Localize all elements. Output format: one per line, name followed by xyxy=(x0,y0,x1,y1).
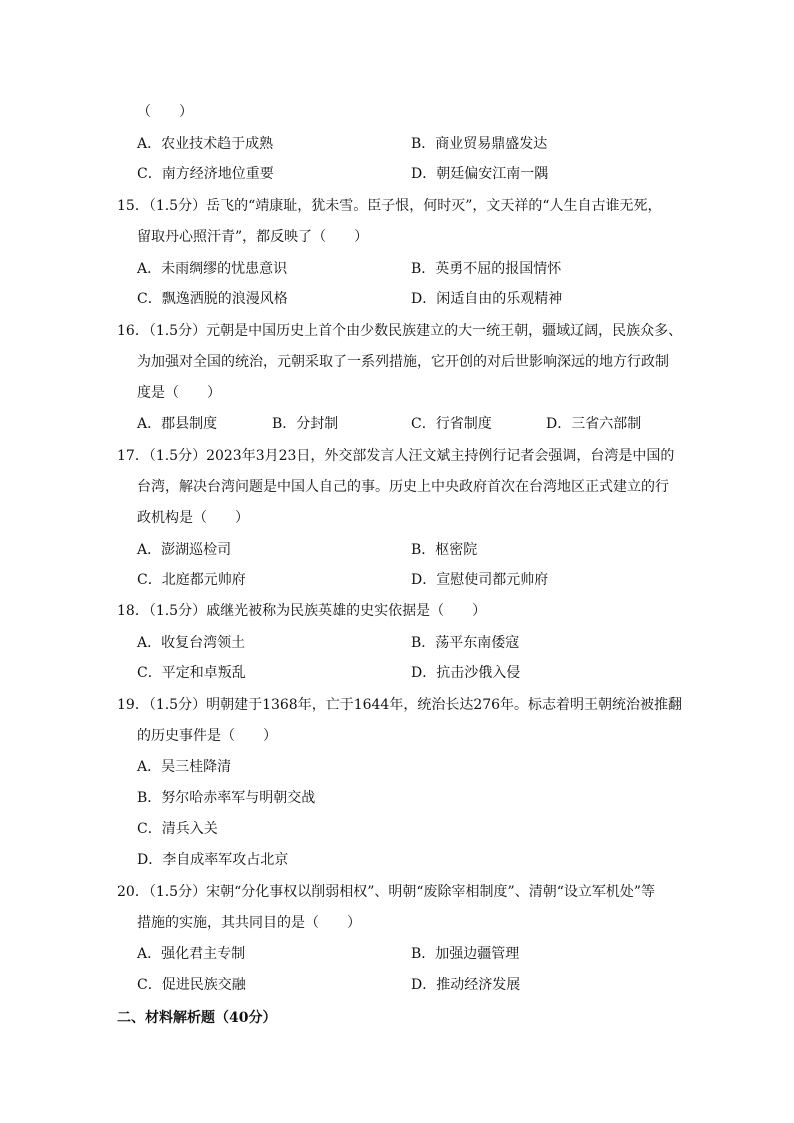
q20-option-c[interactable]: C．促进民族交融 xyxy=(137,977,246,993)
q17-option-d[interactable]: D．宣慰使司都元帅府 xyxy=(411,572,549,588)
q17-option-b[interactable]: B．枢密院 xyxy=(411,542,478,558)
q16-option-d[interactable]: D．三省六部制 xyxy=(546,416,642,432)
q18-option-d[interactable]: D．抗击沙俄入侵 xyxy=(411,665,521,681)
q17-stem-line-1: 17．（1.5分）2023年3月23日，外交部发言人汪文斌主持例行记者会强调，台湾是中国的 xyxy=(117,448,675,464)
q16-stem-line-2: 为加强对全国的统治，元朝采取了一系列措施，它开创的对后世影响深远的地方行政制 xyxy=(137,354,669,370)
q19-stem-line-2: 的历史事件是（ ） xyxy=(137,728,277,744)
q18-option-b[interactable]: B．荡平东南倭寇 xyxy=(411,635,520,651)
q16-option-b[interactable]: B．分封制 xyxy=(272,416,339,432)
q20-option-a[interactable]: A．强化君主专制 xyxy=(137,946,246,962)
q15-option-b[interactable]: B．英勇不屈的报国情怀 xyxy=(411,261,562,277)
q16-option-a[interactable]: A．郡县制度 xyxy=(137,416,218,432)
q14-option-b[interactable]: B．商业贸易鼎盛发达 xyxy=(411,136,548,152)
q16-stem-line-1: 16．（1.5分）元朝是中国历史上首个由少数民族建立的大一统王朝，疆域辽阔，民族众多、 xyxy=(117,323,683,339)
q15-option-a[interactable]: A．未雨绸缪的忧患意识 xyxy=(137,261,288,277)
section-2-heading: 二、材料解析题（40分） xyxy=(117,1010,277,1026)
q15-stem-line-1: 15．（1.5分）岳飞的“靖康耻，犹未雪。臣子恨，何时灭”，文天祥的“人生自古谁无死， xyxy=(117,198,662,214)
q20-option-d[interactable]: D．推动经济发展 xyxy=(411,977,521,993)
q17-stem-line-2: 台湾，解决台湾问题是中国人自己的事。历史上中央政府首次在台湾地区正式建立的行 xyxy=(137,479,669,495)
q20-option-b[interactable]: B．加强边疆管理 xyxy=(411,946,520,962)
q14-option-c[interactable]: C．南方经济地位重要 xyxy=(137,166,274,182)
q17-option-c[interactable]: C．北庭都元帅府 xyxy=(137,572,246,588)
q18-option-a[interactable]: A．收复台湾领土 xyxy=(137,635,246,651)
q14-option-d[interactable]: D．朝廷偏安江南一隅 xyxy=(411,166,549,182)
q17-option-a[interactable]: A．澎湖巡检司 xyxy=(137,542,232,558)
q18-option-c[interactable]: C．平定和卓叛乱 xyxy=(137,665,246,681)
q19-option-c[interactable]: C．清兵入关 xyxy=(137,821,218,837)
q20-stem-line-2: 措施的实施，其共同目的是（ ） xyxy=(137,915,361,931)
q15-option-c[interactable]: C．飘逸洒脱的浪漫风格 xyxy=(137,291,288,307)
q14-stem-tail: （ ） xyxy=(137,104,193,120)
q19-option-d[interactable]: D．李自成率军攻占北京 xyxy=(137,852,289,868)
q15-option-d[interactable]: D．闲适自由的乐观精神 xyxy=(411,291,563,307)
q16-option-c[interactable]: C．行省制度 xyxy=(411,416,492,432)
q16-stem-line-3: 度是（ ） xyxy=(137,385,221,401)
q15-stem-line-2: 留取丹心照汗青”，都反映了（ ） xyxy=(137,229,369,245)
q20-stem-line-1: 20．（1.5分）宋朝“分化事权以削弱相权”、明朝“废除宰相制度”、清朝“设立军机处”等 xyxy=(117,884,656,900)
q19-option-b[interactable]: B．努尔哈赤率军与明朝交战 xyxy=(137,790,316,806)
q19-stem-line-1: 19．（1.5分）明朝建于1368年，亡于1644年，统治长达276年。标志着明王朝统治被推翻 xyxy=(117,697,683,713)
q14-option-a[interactable]: A．农业技术趋于成熟 xyxy=(137,136,274,152)
q17-stem-line-3: 政机构是（ ） xyxy=(137,510,249,526)
q19-option-a[interactable]: A．吴三桂降清 xyxy=(137,759,232,775)
q18-stem-line-1: 18．（1.5分）戚继光被称为民族英雄的史实依据是（ ） xyxy=(117,603,487,619)
